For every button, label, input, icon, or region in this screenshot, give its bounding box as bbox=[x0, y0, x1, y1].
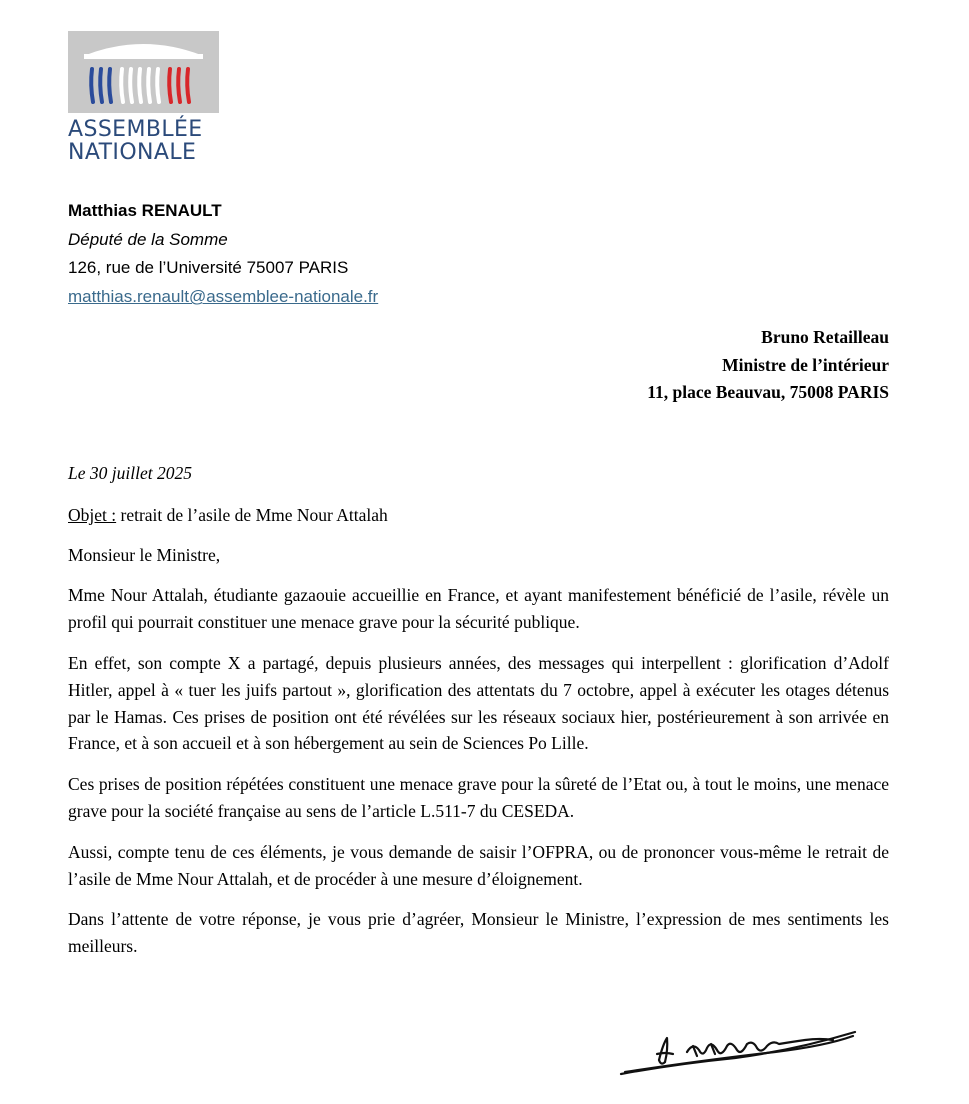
logo-wordmark bbox=[68, 118, 228, 164]
recipient-block bbox=[647, 324, 889, 407]
object-label: Objet : bbox=[68, 504, 117, 525]
paragraph-1: Mme Nour Attalah, étudiante gazaouie accueillie en France, et ayant manifestement bénéficié de l’asile, révèle un profil qui pourrait constituer une menace grave pour la sécurité publique. bbox=[68, 585, 889, 633]
recipient-name: Bruno Retailleau bbox=[761, 327, 889, 347]
recipient-address: 11, place Beauvau, 75008 PARIS bbox=[647, 382, 889, 402]
paragraph-3: Ces prises de position répétées constituent une menace grave pour la sûreté de l’Etat ou, à tout le moins, une menace grave pour la société française au sens de l’article L.511-7 du CESEDA. bbox=[68, 774, 889, 821]
paragraph-4: Aussi, compte tenu de ces éléments, je vous demande de saisir l’OFPRA, ou de prononcer vous-même le retrait de l’asile de Mme Nour Attalah, et de procéder à une mesure d’éloignement. bbox=[68, 841, 889, 889]
letter-body bbox=[68, 460, 889, 974]
letter-date: Le 30 juillet 2025 bbox=[68, 463, 192, 483]
sender-block bbox=[68, 197, 378, 312]
object-text: retrait de l’asile de Mme Nour Attalah bbox=[116, 504, 388, 525]
sender-address: 126, rue de l’Université 75007 PARIS bbox=[68, 258, 349, 278]
sender-email-link[interactable]: matthias.renault@assemblee-nationale.fr bbox=[68, 287, 379, 307]
letter-salutation: Monsieur le Ministre, bbox=[68, 544, 221, 565]
paragraph-2: En effet, son compte X a partagé, depuis plusieurs années, des messages qui interpellent : glorification d’Adolf Hitler, appel à « tuer les juifs partout », glorification des attentats du 7 octobre, appel à exécuter les otages détenus par le Hamas. Ces prises de position ont été révélées sur les réseaux sociaux hier, postérieurement à son arrivée en France, et à son accueil et à son hébergement au sein de Sciences Po Lille. bbox=[68, 652, 889, 754]
handwritten-signature-icon bbox=[615, 1020, 865, 1087]
logo-line-2: NATIONALE bbox=[68, 140, 197, 165]
recipient-title: Ministre de l’intérieur bbox=[722, 354, 889, 375]
letter-object bbox=[68, 502, 889, 529]
paragraph-5: Dans l’attente de votre réponse, je vous prie d’agréer, Monsieur le Ministre, l’expression de mes sentiments les meilleurs. bbox=[68, 909, 889, 957]
sender-role: Député de la Somme bbox=[68, 229, 228, 249]
sender-name: Matthias RENAULT bbox=[68, 201, 222, 220]
assemblee-nationale-logo bbox=[68, 31, 220, 165]
logo-emblem bbox=[68, 31, 219, 113]
hemicycle-icon bbox=[68, 31, 219, 113]
logo-line-1: ASSEMBLÉE bbox=[68, 117, 203, 142]
